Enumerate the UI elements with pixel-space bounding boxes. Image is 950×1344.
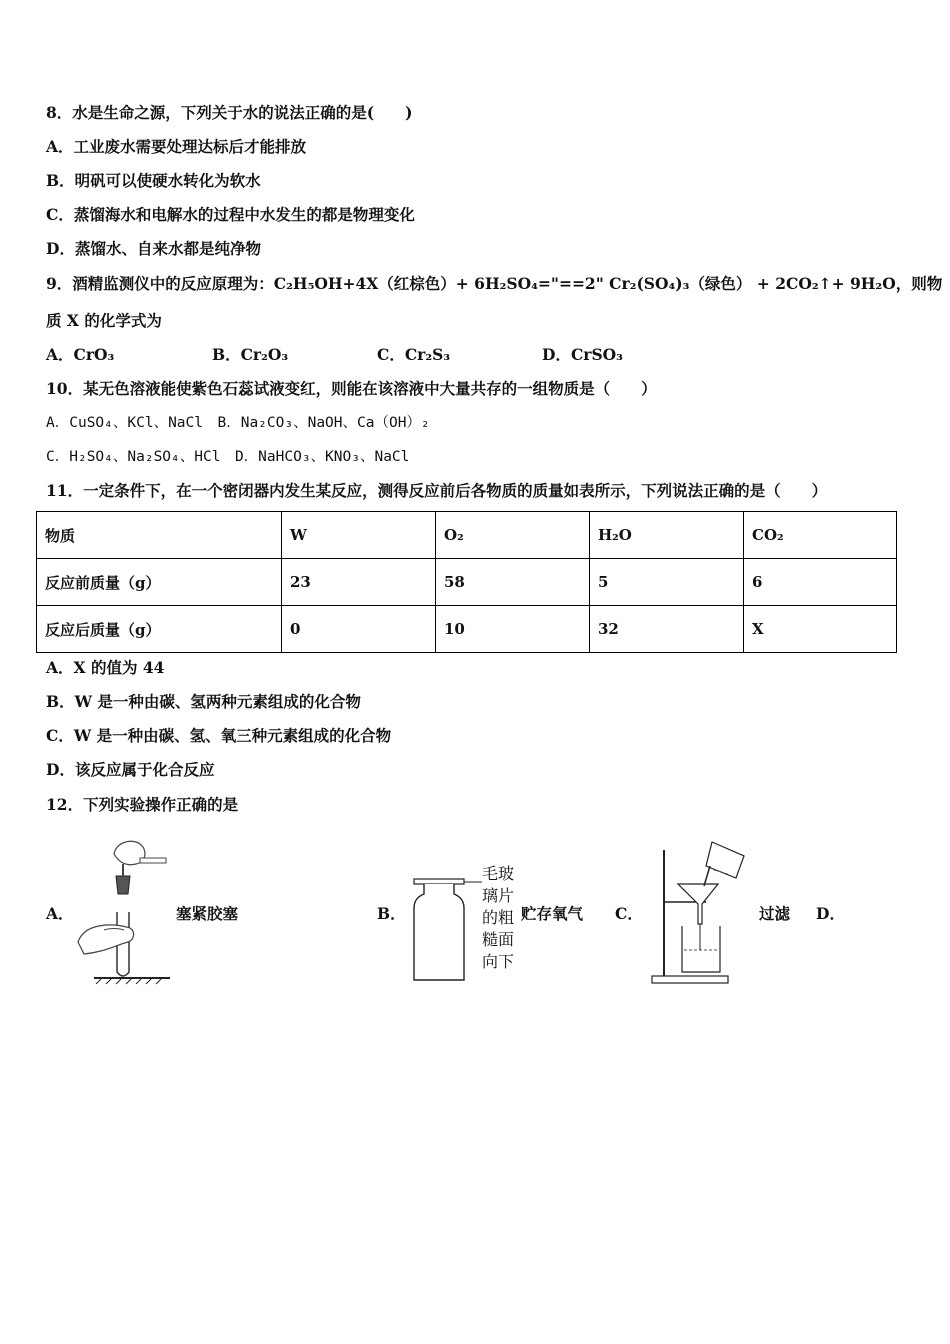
table-row xyxy=(37,559,897,606)
q10-stem: 10．某无色溶液能使紫色石蕊试液变红，则能在该溶液中大量共存的一组物质是（ ） xyxy=(46,379,657,398)
q11-option-c: C．W 是一种由碳、氢、氧三种元素组成的化合物 xyxy=(46,726,392,745)
q11-mass-table xyxy=(36,511,897,653)
q12-option-d-label: D． xyxy=(816,904,845,923)
table-cell: 10 xyxy=(436,606,590,653)
table-cell: 0 xyxy=(282,606,436,653)
q10-options-cd: C．H₂SO₄、Na₂SO₄、HCl D．NaHCO₃、KNO₃、NaCl xyxy=(46,449,410,465)
table-cell: 5 xyxy=(590,559,744,606)
q12-option-a-label: A． xyxy=(46,904,74,923)
table-header-row xyxy=(37,512,897,559)
q8-option-a: A．工业废水需要处理达标后才能排放 xyxy=(46,137,307,156)
q9-option-d: D．CrSO₃ xyxy=(542,345,623,364)
table-header-cell: W xyxy=(282,512,436,559)
table-cell: 反应后质量（g） xyxy=(37,606,282,653)
q9-option-b: B．Cr₂O₃ xyxy=(212,345,289,364)
q12-option-a-text: 塞紧胶塞 xyxy=(176,904,239,923)
q8-option-c: C．蒸馏海水和电解水的过程中水发生的都是物理变化 xyxy=(46,205,415,224)
q8-option-d: D．蒸馏水、自来水都是纯净物 xyxy=(46,239,261,258)
q12-option-b-label: B． xyxy=(377,904,406,923)
gas-bottle-figure xyxy=(408,874,488,986)
q12-option-c-label: C． xyxy=(615,904,643,923)
filtration-figure xyxy=(648,832,758,988)
table-cell: 32 xyxy=(590,606,744,653)
table-cell: 58 xyxy=(436,559,590,606)
table-cell: 23 xyxy=(282,559,436,606)
q8-stem: 8．水是生命之源，下列关于水的说法正确的是( ) xyxy=(46,103,413,122)
q12-stem: 12．下列实验操作正确的是 xyxy=(46,795,239,814)
q9-option-c: C．Cr₂S₃ xyxy=(377,345,451,364)
q8-option-b: B．明矾可以使硬水转化为软水 xyxy=(46,171,261,190)
table-header-cell: CO₂ xyxy=(744,512,897,559)
table-header-cell: 物质 xyxy=(37,512,282,559)
q9-line1 xyxy=(46,274,942,294)
q11-option-d: D．该反应属于化合反应 xyxy=(46,760,215,779)
q12-option-b-text: 贮存氧气 xyxy=(521,904,584,923)
q12-option-b-glass-note: 毛玻璃片的粗糙面向下 xyxy=(482,864,515,971)
q11-option-a: A．X 的值为 44 xyxy=(46,658,165,677)
q9-option-a: A．CrO₃ xyxy=(46,345,115,364)
q12-option-c-text: 过滤 xyxy=(759,904,791,923)
table-cell: 反应前质量（g） xyxy=(37,559,282,606)
table-row xyxy=(37,606,897,653)
q11-option-b: B．W 是一种由碳、氢两种元素组成的化合物 xyxy=(46,692,361,711)
q9-prefix: 9．酒精监测仪中的反应原理为： xyxy=(46,274,274,293)
q11-stem: 11．一定条件下，在一个密闭器内发生某反应，测得反应前后各物质的质量如表所示，下列说法正确的是（ ） xyxy=(46,481,828,500)
q10-options-ab: A．CuSO₄、KCl、NaCl B．Na₂CO₃、NaOH、Ca（OH）₂ xyxy=(46,415,430,431)
stopper-insertion-figure xyxy=(74,832,174,988)
q9-equation: C₂H₅OH+4X（红棕色）+ 6H₂SO₄="==2" Cr₂(SO₄)₃（绿色） + 2CO₂↑+ 9H₂O，则物 xyxy=(273,274,943,293)
table-header-cell: H₂O xyxy=(590,512,744,559)
table-cell: 6 xyxy=(744,559,897,606)
table-header-cell: O₂ xyxy=(436,512,590,559)
table-cell: X xyxy=(744,606,897,653)
q9-line2: 质 X 的化学式为 xyxy=(46,311,162,330)
